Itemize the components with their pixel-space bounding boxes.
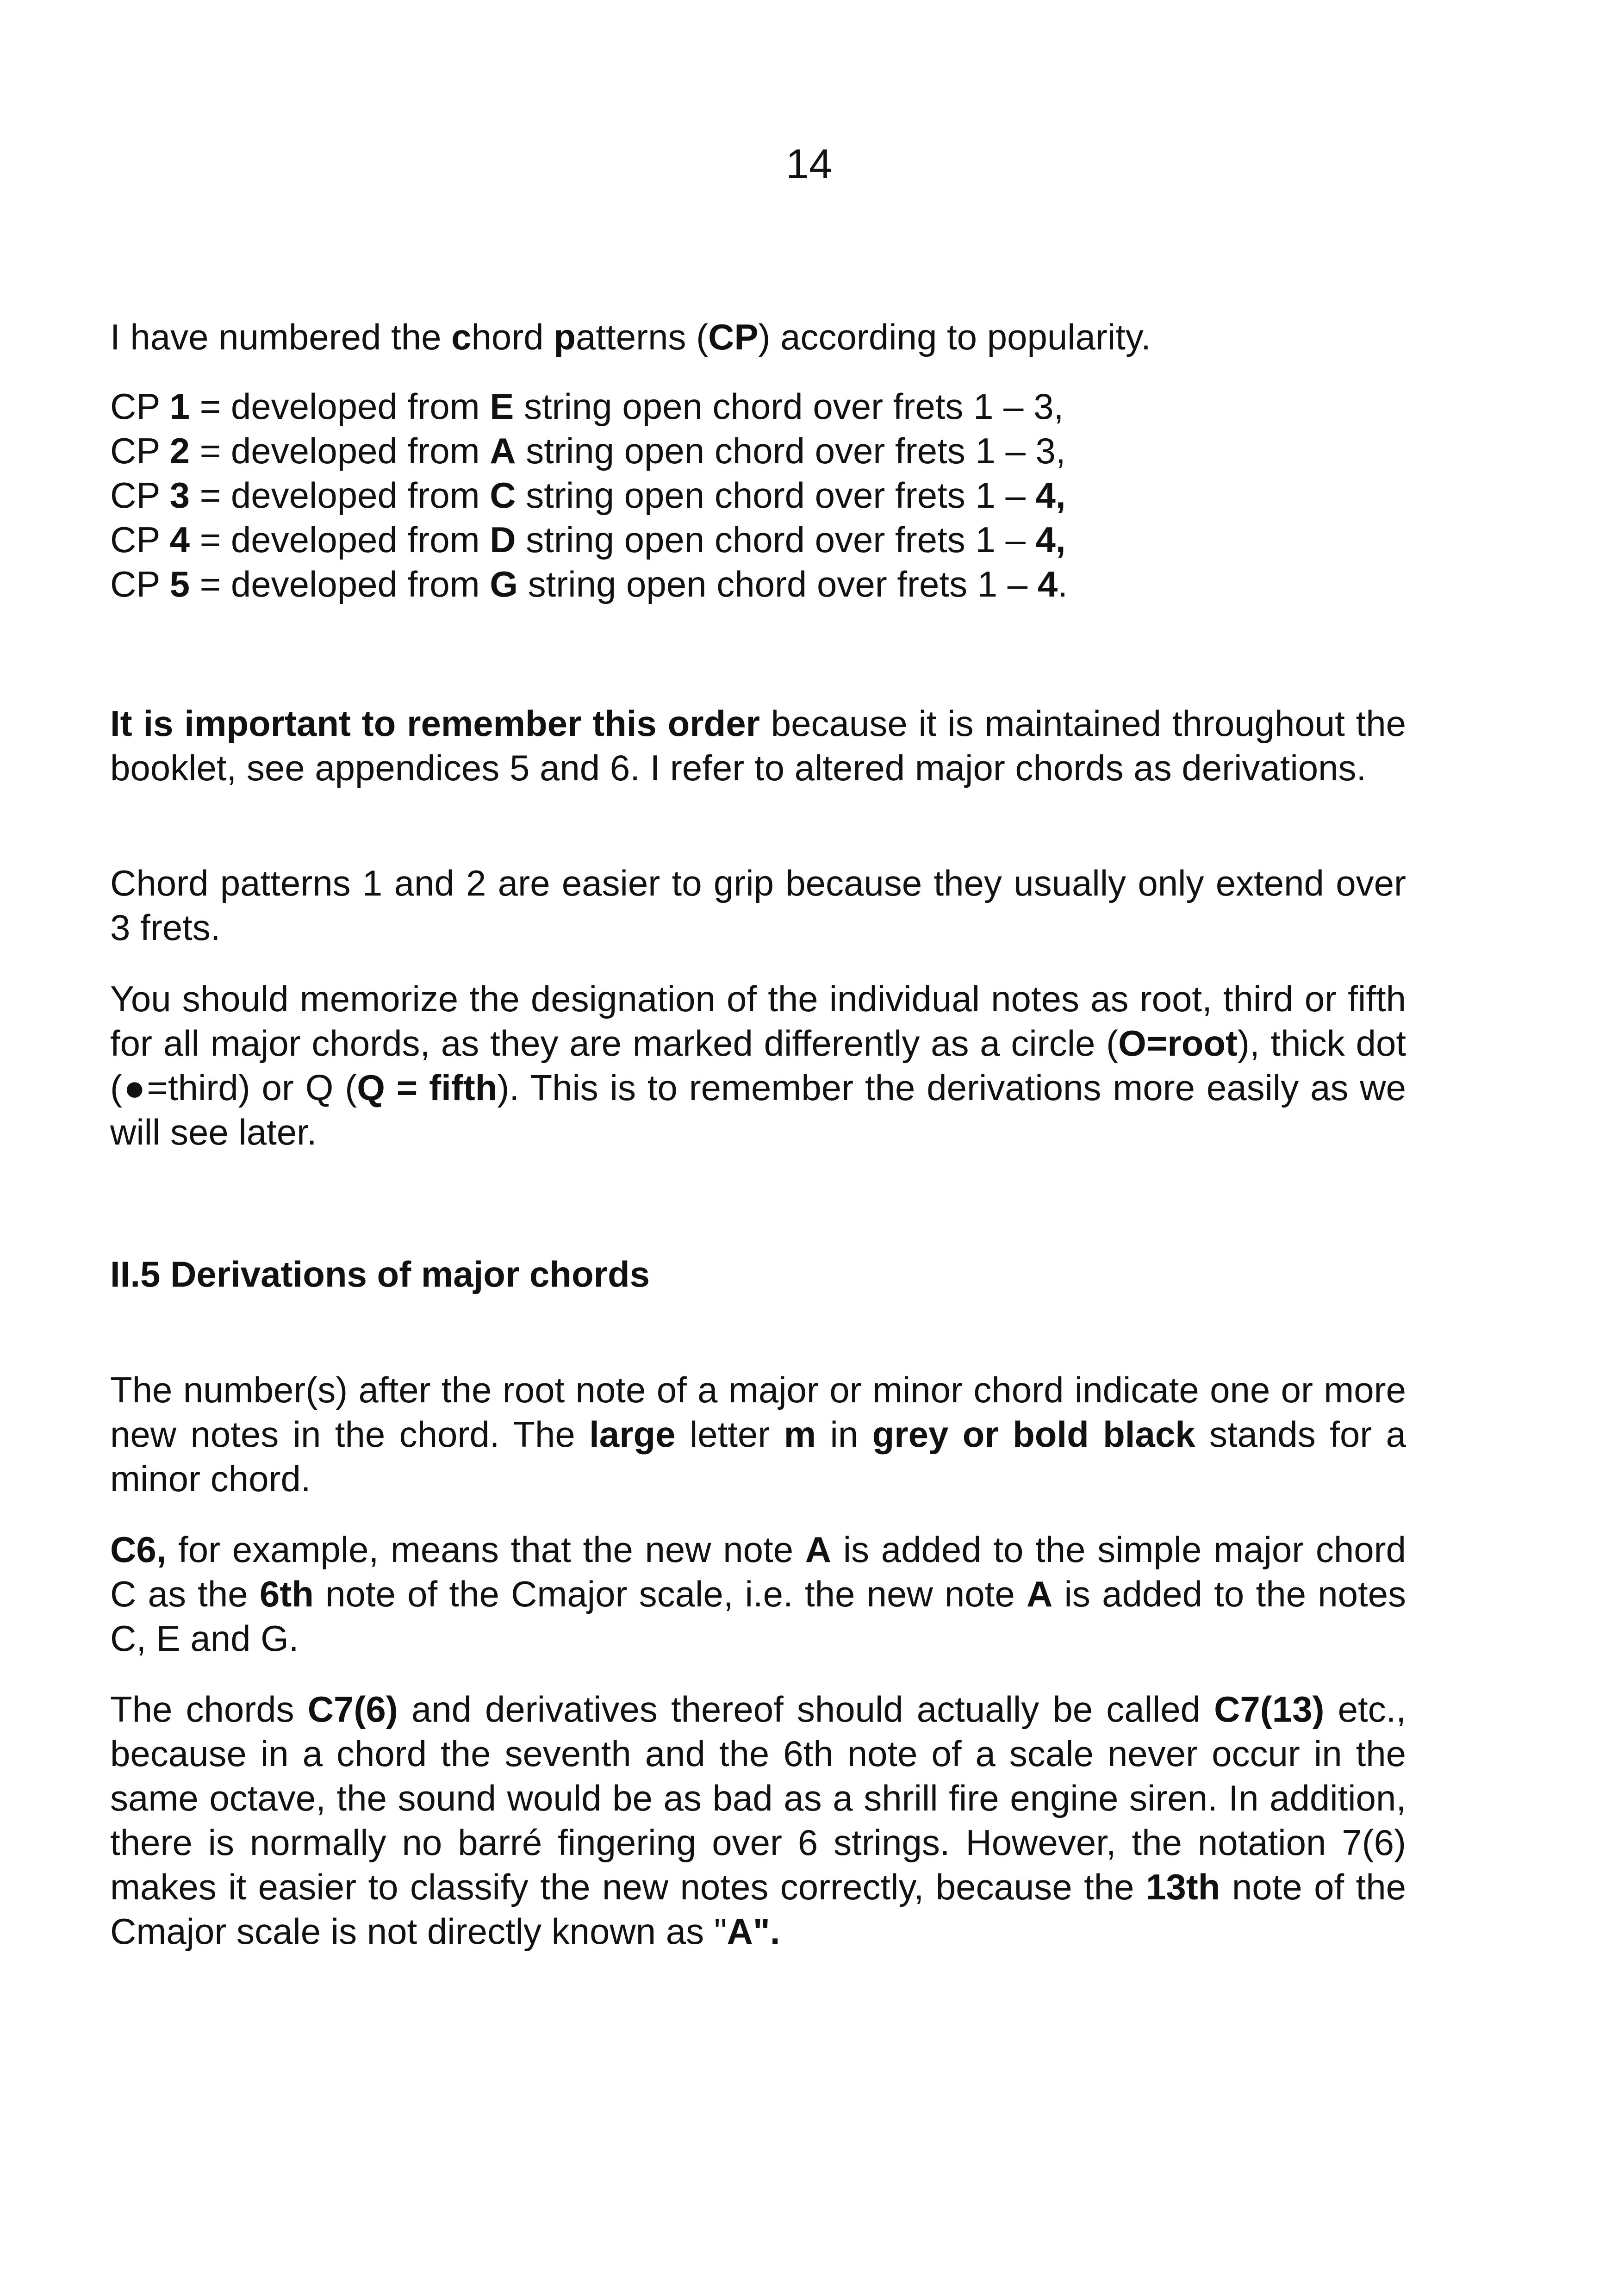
cp-line: CP 5 = developed from G string open chord over frets 1 – 4. [110,564,1068,604]
c6-paragraph: C6, for example, means that the new note A is added to the simple major chord C as the 6th note of the Cmajor scale, i.e. the new note A is added to the notes C, E and G. [110,1529,1406,1659]
cp-line: CP 1 = developed from E string open chord over frets 1 – 3, [110,386,1064,427]
memorize-paragraph: You should memorize the designation of the individual notes as root, third or fifth for all major chords, as they are marked differently as a circle (O=root), thick dot (●=third) or Q (Q = fifth). This is to remember the derivations more easily as we will see later. [110,978,1406,1152]
cp-line: CP 4 = developed from D string open chord over frets 1 – 4, [110,519,1066,560]
intro-paragraph: I have numbered the chord patterns (CP) according to popularity. [110,317,1151,357]
number-paragraph: The number(s) after the root note of a major or minor chord indicate one or more new notes in the chord. The large letter m in grey or bold black stands for a minor chord. [110,1369,1406,1499]
chord-pattern-list [110,384,1406,606]
order-paragraph: It is important to remember this order because it is maintained throughout the booklet, see appendices 5 and 6. I refer to altered major chords as derivations. [110,703,1406,788]
section-heading: II.5 Derivations of major chords [110,1254,650,1294]
cp-line: CP 2 = developed from A string open chord over frets 1 – 3, [110,430,1066,471]
page-number: 14 [785,141,833,187]
cp-line: CP 3 = developed from C string open chord over frets 1 – 4, [110,475,1066,516]
grip-paragraph: Chord patterns 1 and 2 are easier to grip because they usually only extend over 3 frets. [110,863,1406,948]
c7-paragraph: The chords C7(6) and derivatives thereof should actually be called C7(13) etc., because in a chord the seventh and the 6th note of a scale never occur in the same octave, the sound would be as bad as a shrill fire engine siren. In addition, there is normally no barré fingering over 6 strings. However, the notation 7(6) makes it easier to classify the new notes correctly, because the 13th note of the Cmajor scale is not directly known as "A". [110,1689,1406,1952]
